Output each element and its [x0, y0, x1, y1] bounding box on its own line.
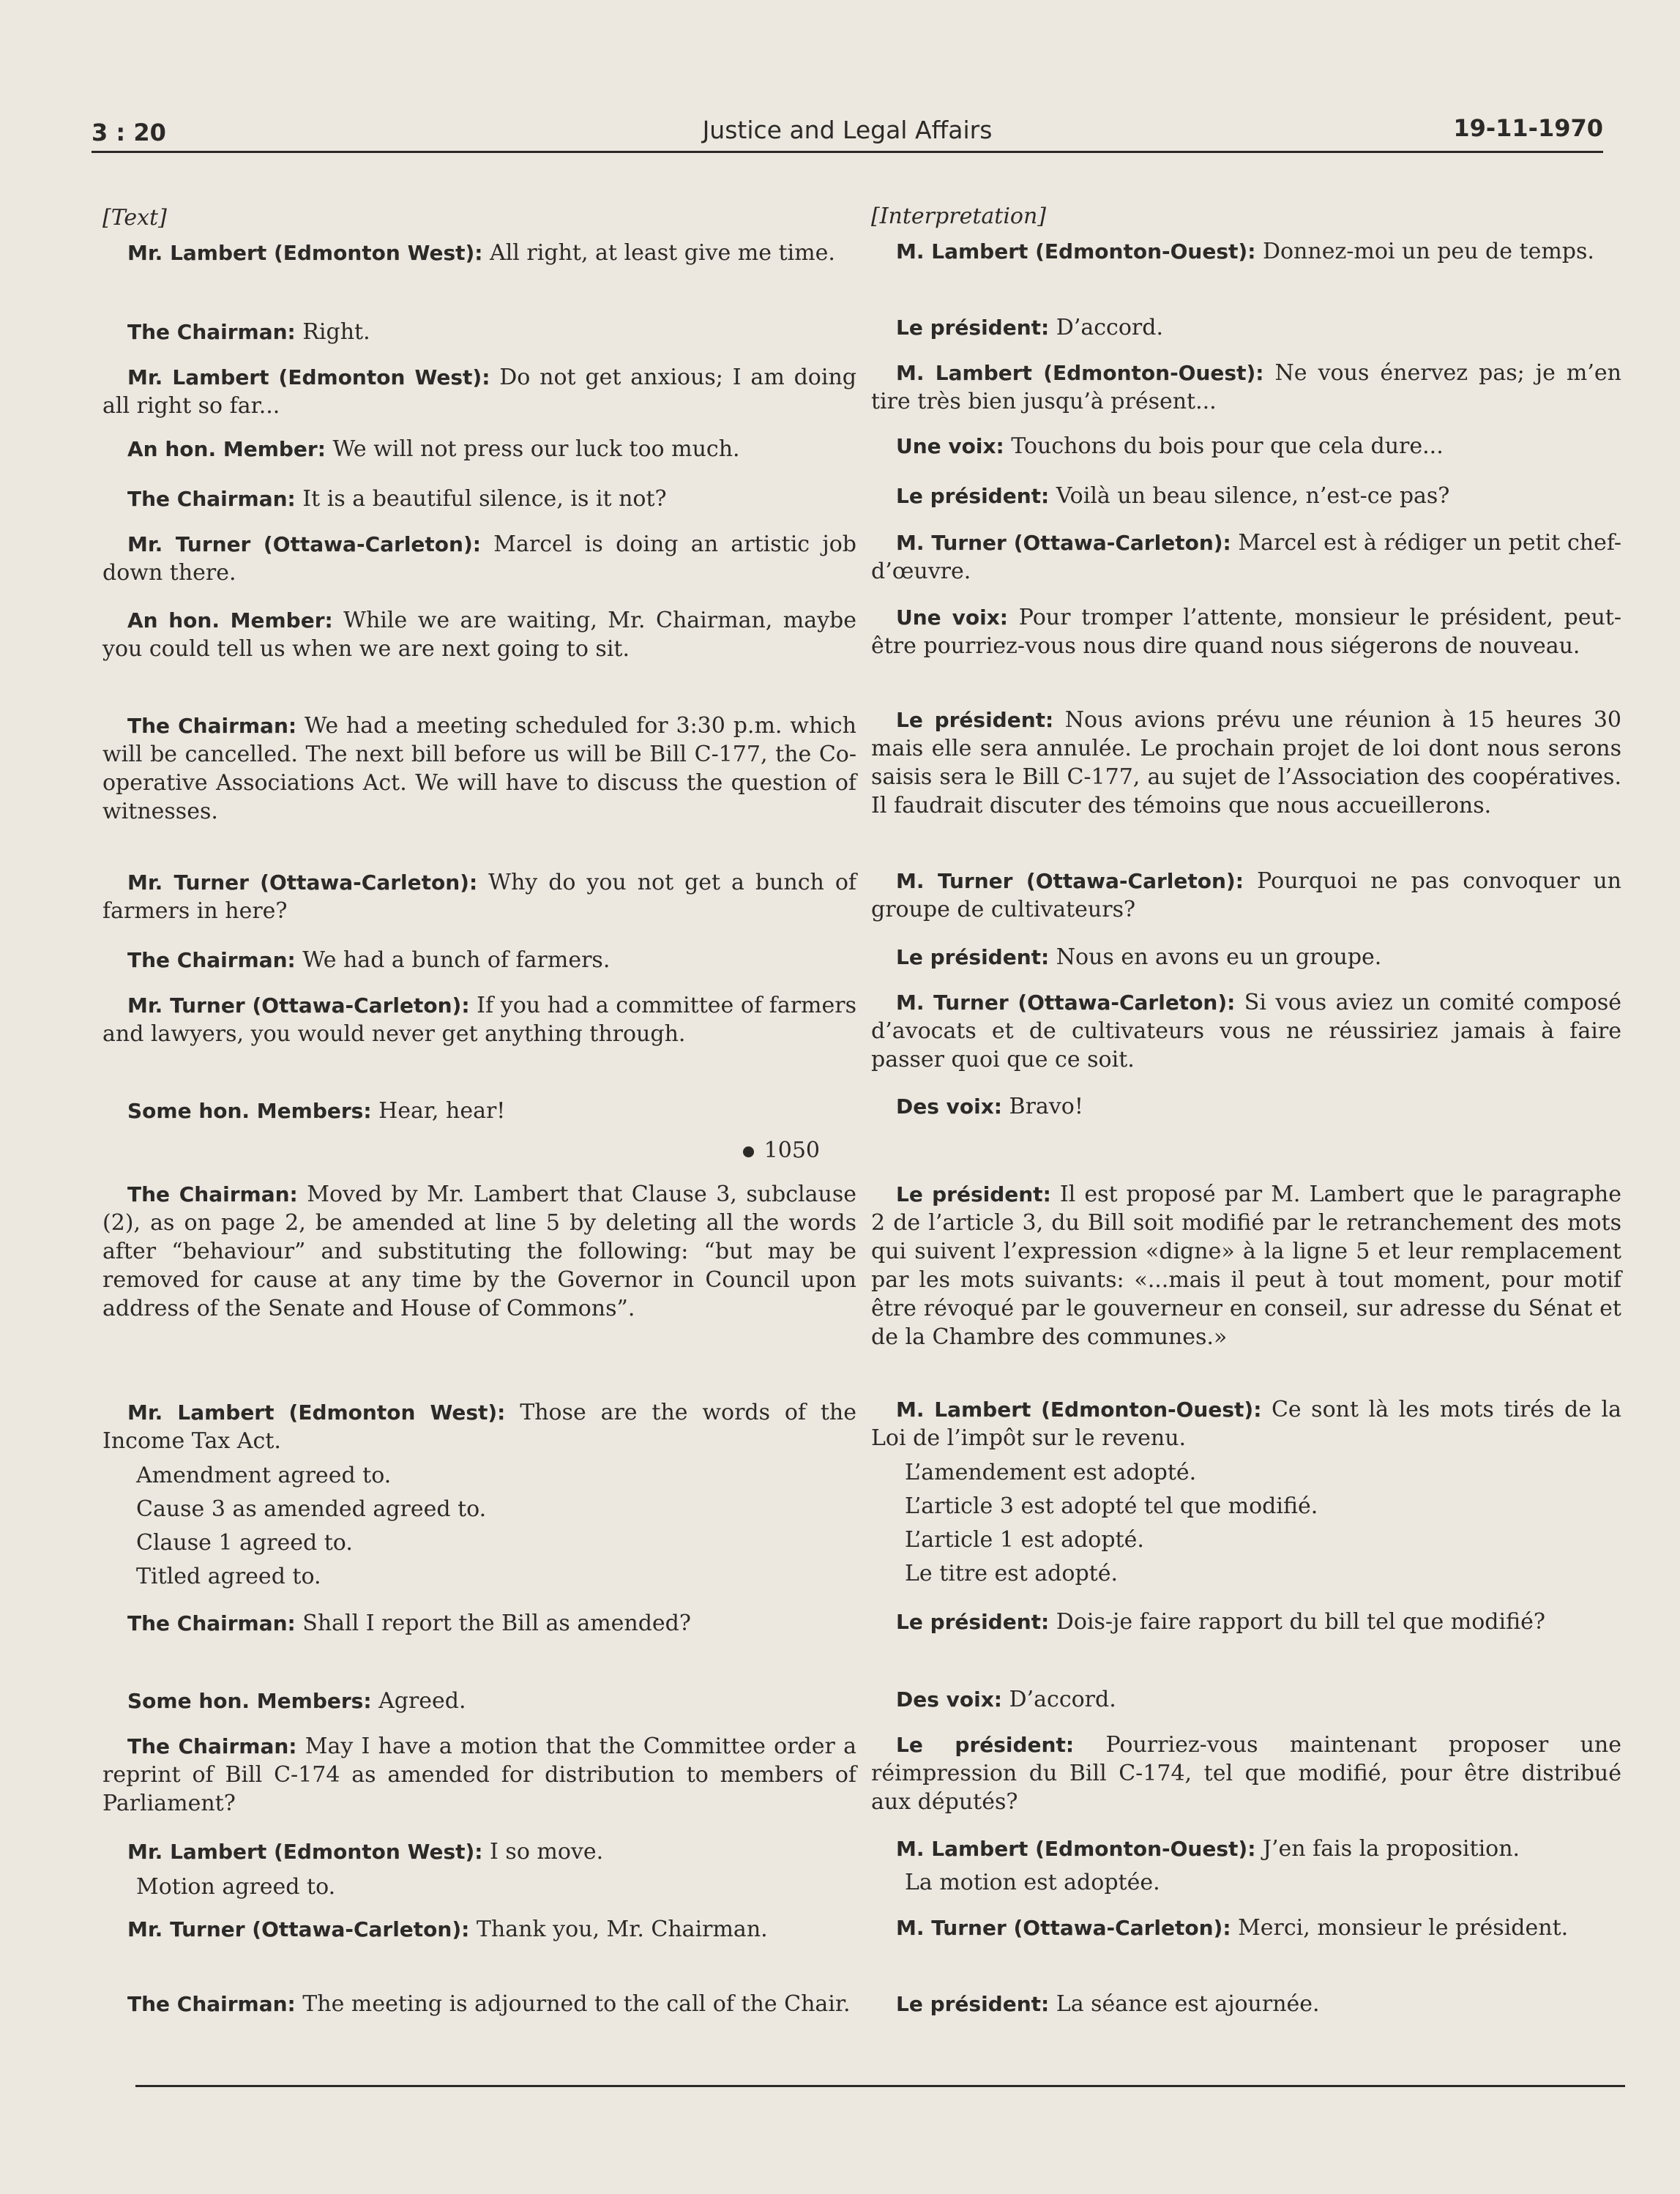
- motion-line: Cause 3 as amended agreed to.: [136, 1496, 487, 1522]
- paragraph: M. Lambert (Edmonton-Ouest): Ne vous énervez pas; je m’en tire très bien jusqu’à présent...: [871, 360, 1621, 414]
- paragraph: Le président: Pourriez-vous maintenant proposer une réimpression du Bill C-174, tel que modifié, pour être distribué aux députés?: [871, 1732, 1622, 1815]
- paragraph: Le président: Voilà un beau silence, n’est-ce pas?: [896, 483, 1450, 509]
- paragraph: Mr. Lambert (Edmonton West): Do not get anxious; I am doing all right so far...: [102, 365, 856, 419]
- motion-line: L’article 3 est adopté tel que modifié.: [905, 1493, 1318, 1519]
- paragraph: The Chairman: We had a bunch of farmers.: [127, 947, 611, 973]
- paragraph: Mr. Turner (Ottawa-Carleton): Thank you, Mr. Chairman.: [127, 1917, 768, 1942]
- time-marker: 1050: [743, 1138, 820, 1163]
- paragraph: Mr. Lambert (Edmonton West): All right, at least give me time.: [127, 240, 835, 266]
- paragraph: Une voix: Touchons du bois pour que cela dure...: [896, 433, 1444, 459]
- paragraph: Some hon. Members: Hear, hear!: [127, 1098, 506, 1124]
- paragraph: The Chairman: Right.: [127, 319, 370, 345]
- running-title: Justice and Legal Affairs: [702, 116, 993, 144]
- paragraph: Mr. Turner (Ottawa-Carleton): If you had a committee of farmers and lawyers, you would never get anything through.: [102, 993, 856, 1047]
- paragraph: The Chairman: Moved by Mr. Lambert that Clause 3, subclause (2), as on page 2, be amended at line 5 by deleting all the words after “behaviour” and substituting the following: “but may be removed for cause at any time by the Governor in Council upon address of the Senate and House of Commons”.: [102, 1182, 856, 1321]
- paragraph: Mr. Turner (Ottawa-Carleton): Marcel is doing an artistic job down there.: [102, 531, 856, 586]
- paragraph: An hon. Member: While we are waiting, Mr. Chairman, maybe you could tell us when we are next going to sit.: [102, 608, 856, 662]
- paragraph: The Chairman: We had a meeting scheduled for 3:30 p.m. which will be cancelled. The next bill before us will be Bill C-177, the Co-operative Associations Act. We will have to discuss the question of witnesses.: [102, 713, 856, 824]
- paragraph: Des voix: D’accord.: [896, 1687, 1116, 1712]
- paragraph: M. Lambert (Edmonton-Ouest): Ce sont là les mots tirés de la Loi de l’impôt sur le revenu.: [871, 1397, 1621, 1451]
- paragraph: Le président: Il est proposé par M. Lambert que le paragraphe 2 de l’article 3, du Bill soit modifié par le retranchement des mots qui suivent l’expression «digne» à la ligne 5 et leur remplacement par les mots suivants: «...mais il peut à tout moment, pour motif être révoqué par le gouverneur en conseil, sur adresse du Sénat et de la Chambre des communes.»: [871, 1182, 1621, 1350]
- paragraph: M. Turner (Ottawa-Carleton): Merci, monsieur le président.: [896, 1915, 1569, 1941]
- paragraph: An hon. Member: We will not press our luck too much.: [127, 436, 740, 462]
- footer-rule: [135, 2085, 1625, 2087]
- motion-line: Clause 1 agreed to.: [136, 1530, 353, 1556]
- motion-line: Titled agreed to.: [136, 1564, 321, 1589]
- paragraph: Le président: Nous en avons eu un groupe.: [896, 944, 1382, 970]
- motion-line: L’article 1 est adopté.: [905, 1527, 1144, 1553]
- paragraph: M. Turner (Ottawa-Carleton): Marcel est à rédiger un petit chef-d’œuvre.: [871, 530, 1621, 584]
- motion-line: Amendment agreed to.: [136, 1463, 392, 1488]
- paragraph: M. Turner (Ottawa-Carleton): Si vous aviez un comité composé d’avocats et de cultivateurs vous ne réussiriez jamais à faire passer quoi que ce soit.: [871, 990, 1621, 1072]
- paragraph: Des voix: Bravo!: [896, 1094, 1083, 1119]
- paragraph: The Chairman: May I have a motion that the Committee order a reprint of Bill C-174 as amended for distribution to members of Parliament?: [102, 1734, 856, 1816]
- paragraph: M. Lambert (Edmonton-Ouest): Donnez-moi un peu de temps.: [896, 239, 1594, 264]
- paragraph: Mr. Turner (Ottawa-Carleton): Why do you not get a bunch of farmers in here?: [102, 870, 856, 924]
- paragraph: The Chairman: The meeting is adjourned to the call of the Chair.: [127, 1991, 851, 2017]
- section-label: [Text]: [102, 205, 167, 231]
- motion-line: La motion est adoptée.: [905, 1870, 1160, 1895]
- paragraph: Le président: La séance est ajournée.: [896, 1991, 1320, 2017]
- page-date: 19-11-1970: [1453, 114, 1603, 142]
- paragraph: M. Lambert (Edmonton-Ouest): J’en fais la proposition.: [896, 1836, 1520, 1862]
- paragraph: Le président: Nous avions prévu une réunion à 15 heures 30 mais elle sera annulée. Le prochain projet de loi dont nous serons saisis sera le Bill C-177, au sujet de l’Association des coopératives. Il faudrait discuter des témoins que nous accueillerons.: [871, 707, 1621, 818]
- paragraph: Une voix: Pour tromper l’attente, monsieur le président, peut-être pourriez-vous nous dire quand nous siégerons de nouveau.: [871, 605, 1621, 659]
- paragraph: Le président: D’accord.: [896, 315, 1163, 340]
- motion-line: Le titre est adopté.: [905, 1561, 1118, 1586]
- paragraph: Some hon. Members: Agreed.: [127, 1688, 466, 1714]
- bullet-icon: [743, 1146, 754, 1157]
- page-header: [92, 110, 1603, 153]
- paragraph: Mr. Lambert (Edmonton West): Those are the words of the Income Tax Act.: [102, 1400, 856, 1454]
- paragraph: The Chairman: Shall I report the Bill as amended?: [127, 1611, 691, 1636]
- paragraph: The Chairman: It is a beautiful silence, is it not?: [127, 486, 667, 512]
- paragraph: Mr. Lambert (Edmonton West): I so move.: [127, 1839, 604, 1865]
- page-number: 3 : 20: [92, 119, 166, 146]
- paragraph: M. Turner (Ottawa-Carleton): Pourquoi ne pas convoquer un groupe de cultivateurs?: [871, 868, 1622, 922]
- section-label: [Interpretation]: [871, 204, 1047, 229]
- motion-line: L’amendement est adopté.: [905, 1460, 1197, 1485]
- motion-line: Motion agreed to.: [136, 1874, 336, 1900]
- paragraph: Le président: Dois-je faire rapport du bill tel que modifié?: [896, 1609, 1545, 1635]
